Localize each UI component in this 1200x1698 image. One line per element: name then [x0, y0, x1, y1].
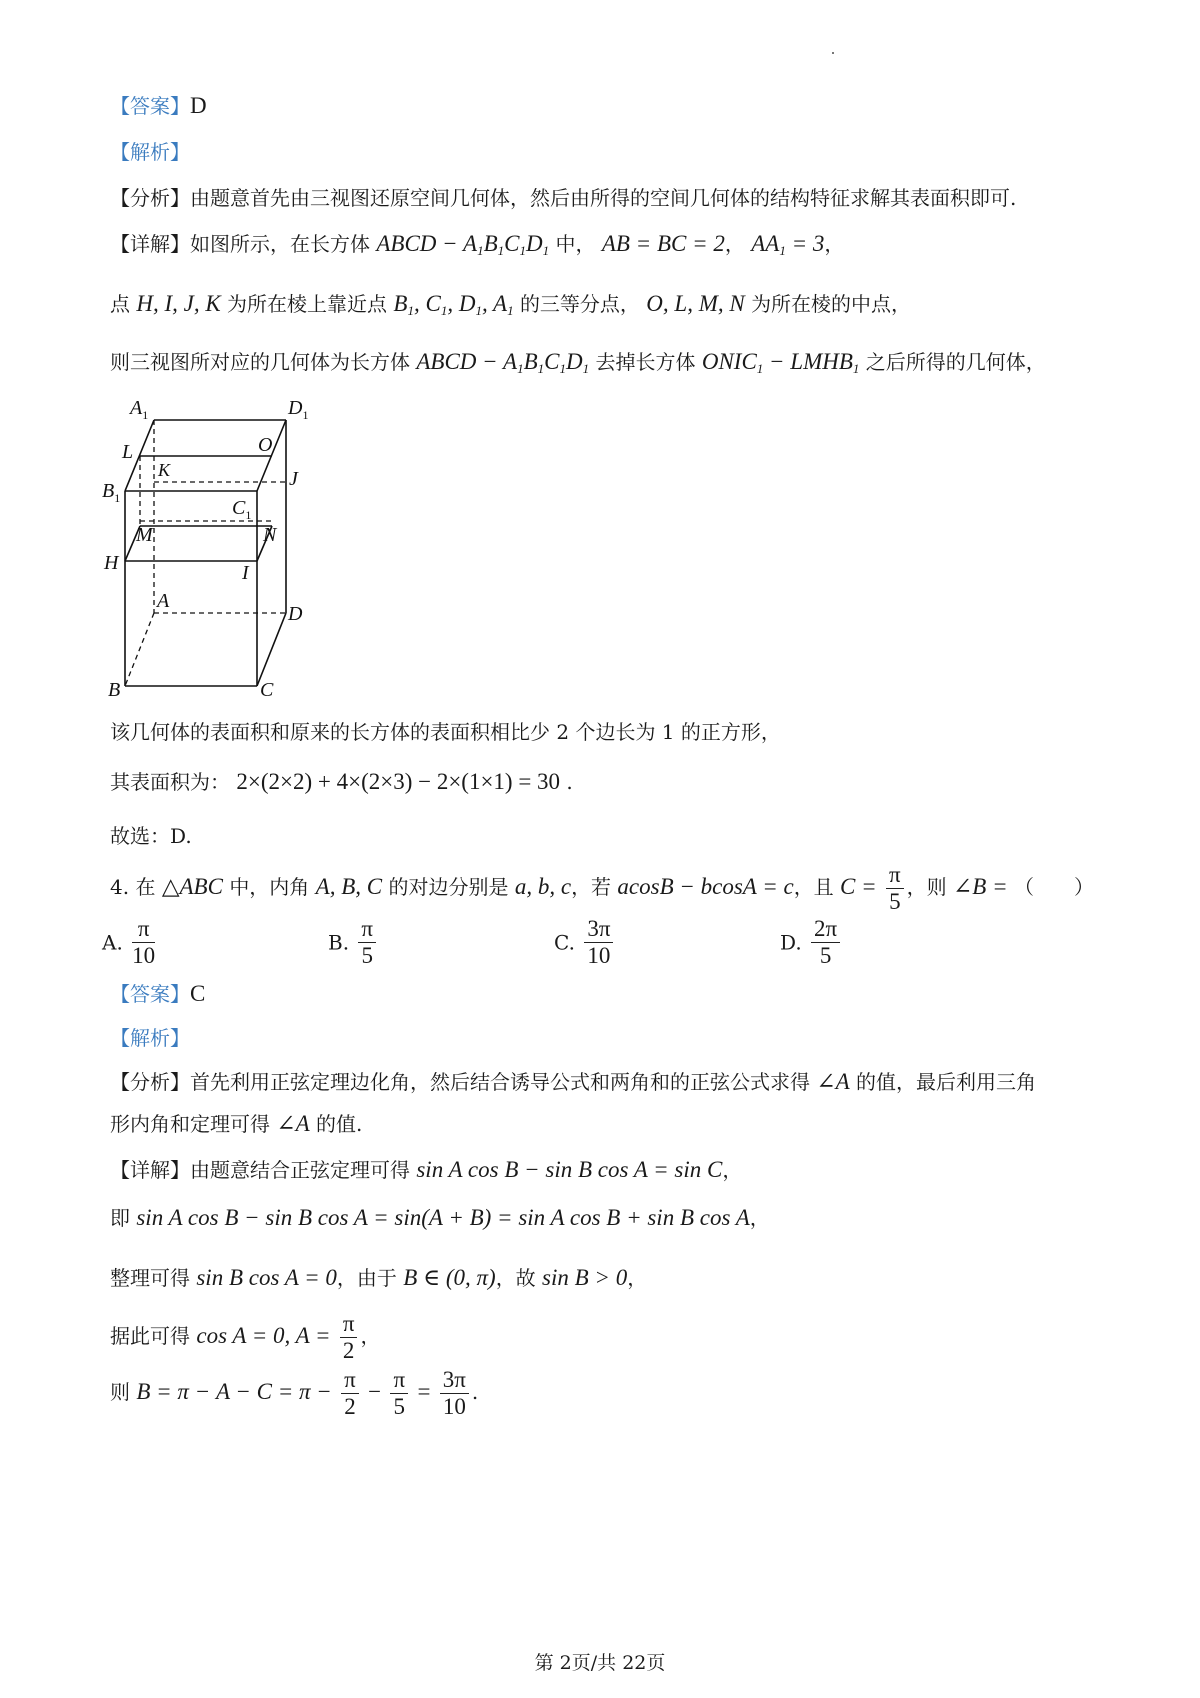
area-expression: 2×(2×2) + 4×(2×3) − 2×(1×1) = 30 [236, 769, 561, 794]
page-speck [832, 52, 834, 54]
label-o: O [258, 434, 273, 456]
label-n: N [263, 524, 277, 546]
label-j: J [289, 468, 298, 490]
step-5: 则 B = π − A − C = π − $\frac{\pi}{2}$ − $\frac{\pi}{5}$ = $\frac{3\pi}{10}$ . [110, 1367, 479, 1419]
hidden-edge-a-b [125, 613, 154, 686]
answer-line-q3 [110, 92, 207, 120]
fenxi-line-q3 [110, 184, 1016, 212]
choose-line: 故选：D. [110, 824, 192, 848]
label-c1: $C_1$ [232, 497, 252, 522]
points-line: 点 H, I, J, K 为所在棱上靠近点 $B_1$, $C_1$, $D_1$, $A_1$ 的三等分点， O, L, M, N 为所在棱的中点， [110, 291, 912, 318]
fenxi-line-q4-cont: 形内角和定理可得 ∠A 的值. [110, 1111, 363, 1136]
step-2: 即 sin A cos B − sin B cos A = sin(A + B) = sin A cos B + sin B cos A， [110, 1205, 770, 1230]
trisection-points: H, I, J, K [136, 291, 221, 316]
triangle-name: △ABC [161, 874, 223, 899]
label-i: I [242, 562, 249, 584]
detail-line-q3: 【详解】如图所示，在长方体 ABCD − $A_1B_1C_1D_1$ 中， AB = BC = 2， $AA_1 = 3$， [110, 231, 845, 258]
fraction-pi-2: $\frac{\pi}{2}$ [340, 1311, 358, 1364]
sine-equation: sin A cos B − sin B cos A = sin C [416, 1157, 723, 1182]
label-h: H [104, 552, 119, 574]
step-3: 整理可得 sin B cos A = 0，由于 B ∈ (0, π)，故 sin B > 0， [110, 1265, 648, 1290]
step-4: 据此可得 cos A = 0, A = $\frac{\pi}{2}$ ， [110, 1311, 381, 1363]
answer-tag: 【答案】 [110, 94, 190, 118]
sum-equation: sin A cos B − sin B cos A = sin(A + B) = sin A cos B + sin B cos A [136, 1205, 750, 1230]
cuboid-figure [100, 396, 340, 716]
analysis-tag: 【解析】 [110, 140, 190, 164]
fenxi-tag: 【分析】 [110, 186, 190, 210]
answer-value: D [190, 93, 207, 118]
label-b: B [108, 679, 121, 701]
condition-equation: acosB − bcosA = c [617, 874, 794, 899]
option-a: A. $\frac{\pi}{10}$ [102, 916, 156, 968]
edge-equation: AB = BC = 2 [601, 231, 725, 256]
edge-c-d [257, 613, 286, 686]
label-m: M [136, 524, 153, 546]
detail-text: 如图所示，在长方体 [190, 232, 370, 256]
answer-line-q4: 【答案】C [110, 981, 206, 1006]
area-line: 其表面积为： 2×(2×2) + 4×(2×3) − 2×(1×1) = 30 . [110, 769, 573, 794]
detail-line-q4: 【详解】由题意结合正弦定理可得 sin A cos B − sin B cos A = sin C， [110, 1157, 743, 1182]
compare-line: 该几何体的表面积和原来的长方体的表面积相比少 2 个边长为 1 的正方形， [110, 720, 781, 744]
label-l: L [122, 441, 134, 463]
option-d: D. $\frac{2\pi}{5}$ [780, 916, 843, 969]
remove-line: 则三视图所对应的几何体为长方体 ABCD − $A_1B_1C_1D_1$ 去掉长方体 $ONIC_1$ − $LMHB_1$ 之后所得的几何体， [110, 349, 1046, 376]
analysis-heading-q4: 【解析】 [110, 1026, 190, 1050]
label-b1: $B_1$ [102, 480, 121, 505]
label-c: C [260, 679, 274, 701]
fraction-c: $\frac{\pi}{5}$ [886, 862, 904, 915]
page-footer [0, 1648, 1200, 1675]
label-a: A [157, 590, 170, 612]
option-c: C. $\frac{3\pi}{10}$ [554, 916, 616, 969]
detail-tag: 【详解】 [110, 232, 190, 256]
result-fraction: $\frac{3\pi}{10}$ [440, 1367, 469, 1420]
label-k: K [158, 460, 171, 480]
question-4: 4. 在 △ABC 中，内角 A, B, C 的对边分别是 a, b, c，若 acosB − bcosA = c，且 C = $\frac{\pi}{5}$ ，则 ∠B = （ ） [110, 862, 1094, 914]
fenxi-text: 由题意首先由三视图还原空间几何体，然后由所得的空间几何体的结构特征求解其表面积即可. [190, 186, 1017, 210]
midpoints: O, L, M, N [646, 291, 745, 316]
removed-cuboid-name: $ONIC_1$ − $LMHB_1$ [701, 349, 860, 376]
option-b: B. $\frac{\pi}{5}$ [328, 916, 379, 969]
cuboid-name: ABCD − $A_1B_1C_1D_1$ [376, 231, 550, 258]
label-d: D [288, 603, 303, 625]
cuboid-name-2: ABCD − $A_1B_1C_1D_1$ [416, 349, 590, 376]
height-equation: $AA_1 = 3$ [751, 231, 825, 258]
label-a1: $A_1$ [130, 397, 149, 422]
label-d1: $D_1$ [288, 397, 309, 422]
answer-value-q4: C [190, 981, 206, 1006]
page-number: 第 2页/共 22页 [534, 1652, 666, 1674]
analysis-heading-q3 [110, 138, 190, 166]
near-points: $B_1$, $C_1$, $D_1$, $A_1$ [393, 291, 514, 318]
fenxi-line-q4: 【分析】首先利用正弦定理边化角，然后结合诱导公式和两角和的正弦公式求得 ∠A 的值，最后利用三角 [110, 1069, 1037, 1094]
